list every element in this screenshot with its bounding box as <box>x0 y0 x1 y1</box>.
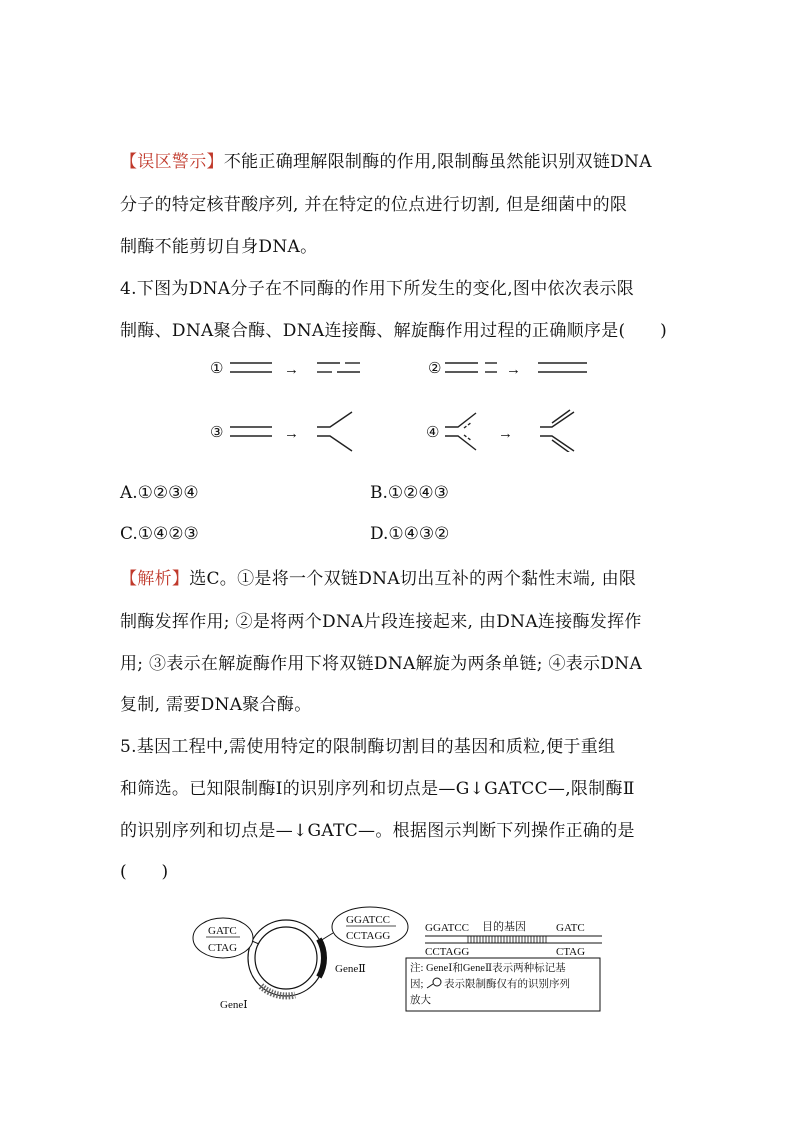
q5-stem-1: 5.基因工程中,需使用特定的限制酶切割目的基因和质粒,便于重组 <box>120 737 616 757</box>
warning-tag: 【误区警示】 <box>120 152 224 172</box>
q4-option-c: C.①④②③ <box>120 524 199 544</box>
warning-line-2: 分子的特定核苷酸序列, 并在特定的位点进行切割, 但是细菌中的限 <box>120 195 628 215</box>
warning-text-1: 不能正确理解限制酶的作用,限制酶虽然能识别双链DNA <box>223 152 652 172</box>
q5-target-bottom-right: CTAG <box>556 946 586 958</box>
q4-fig-arrow-4: → <box>498 426 513 442</box>
q4-fig-label-3: ③ <box>210 425 224 441</box>
q5-gene1-label: GeneⅠ <box>220 999 248 1011</box>
q5-bubble-left-bottom: CTAG <box>208 942 238 954</box>
q5-note-line-2b: 表示限制酶仅有的识别序列 <box>444 979 570 990</box>
warning-line-3: 制酶不能剪切自身DNA。 <box>120 237 318 257</box>
q4-option-a: A.①②③④ <box>120 483 199 503</box>
analysis-line-3: 用; ③表示在解旋酶作用下将双链DNA解旋为两条单链; ④表示DNA <box>120 654 643 674</box>
q5-target-top-left: GGATCC <box>425 922 470 934</box>
analysis-line-2: 制酶发挥作用; ②是将两个DNA片段连接起来, 由DNA连接酶发挥作 <box>120 612 642 632</box>
warning-line-1 <box>120 147 652 172</box>
q4-fig-label-2: ② <box>428 361 442 377</box>
analysis-line-4: 复制, 需要DNA聚合酶。 <box>120 695 312 715</box>
q4-option-d: D.①④③② <box>370 524 450 544</box>
q4-stem-2: 制酶、DNA聚合酶、DNA连接酶、解旋酶作用过程的正确顺序是( ) <box>120 321 668 341</box>
q4-stem-1: 4.下图为DNA分子在不同酶的作用下所发生的变化,图中依次表示限 <box>120 279 635 299</box>
q5-figure <box>190 905 610 1015</box>
q5-gene2-label: GeneⅡ <box>335 963 366 975</box>
q5-note-line-3: 放大 <box>410 995 431 1006</box>
q4-fig-arrow-1: → <box>284 362 299 378</box>
q5-bubble-right-top: GGATCC <box>346 914 391 926</box>
q5-target-bottom-left: CCTAGG <box>425 946 470 958</box>
q4-figure <box>200 352 600 452</box>
analysis-tag: 【解析】 <box>120 569 190 589</box>
q5-note-line-2: 因; <box>410 979 424 990</box>
q5-note-line-1: 注: GeneⅠ和GeneⅡ表示两种标记基 <box>410 963 566 974</box>
q4-fig-arrow-3: → <box>284 426 299 442</box>
q5-target-label: 目的基因 <box>482 921 526 933</box>
q5-target-top-right: GATC <box>556 922 585 934</box>
q4-fig-arrow-2: → <box>506 362 521 378</box>
q5-stem-4: ( ) <box>120 862 169 882</box>
q5-bubble-right-bottom: CCTAGG <box>346 930 391 942</box>
q5-bubble-left-top: GATC <box>208 925 237 937</box>
analysis-text-1: 选C。①是将一个双链DNA切出互补的两个黏性末端, 由限 <box>189 569 637 589</box>
q4-fig-label-4: ④ <box>426 425 440 441</box>
analysis-line-1 <box>120 564 636 589</box>
q4-option-b: B.①②④③ <box>370 483 449 503</box>
q5-stem-3: 的识别序列和切点是—↓GATC—。根据图示判断下列操作正确的是 <box>120 821 635 841</box>
q5-stem-2: 和筛选。已知限制酶Ⅰ的识别序列和切点是—G↓GATCC—,限制酶Ⅱ <box>120 779 635 799</box>
q4-fig-label-1: ① <box>210 361 224 377</box>
